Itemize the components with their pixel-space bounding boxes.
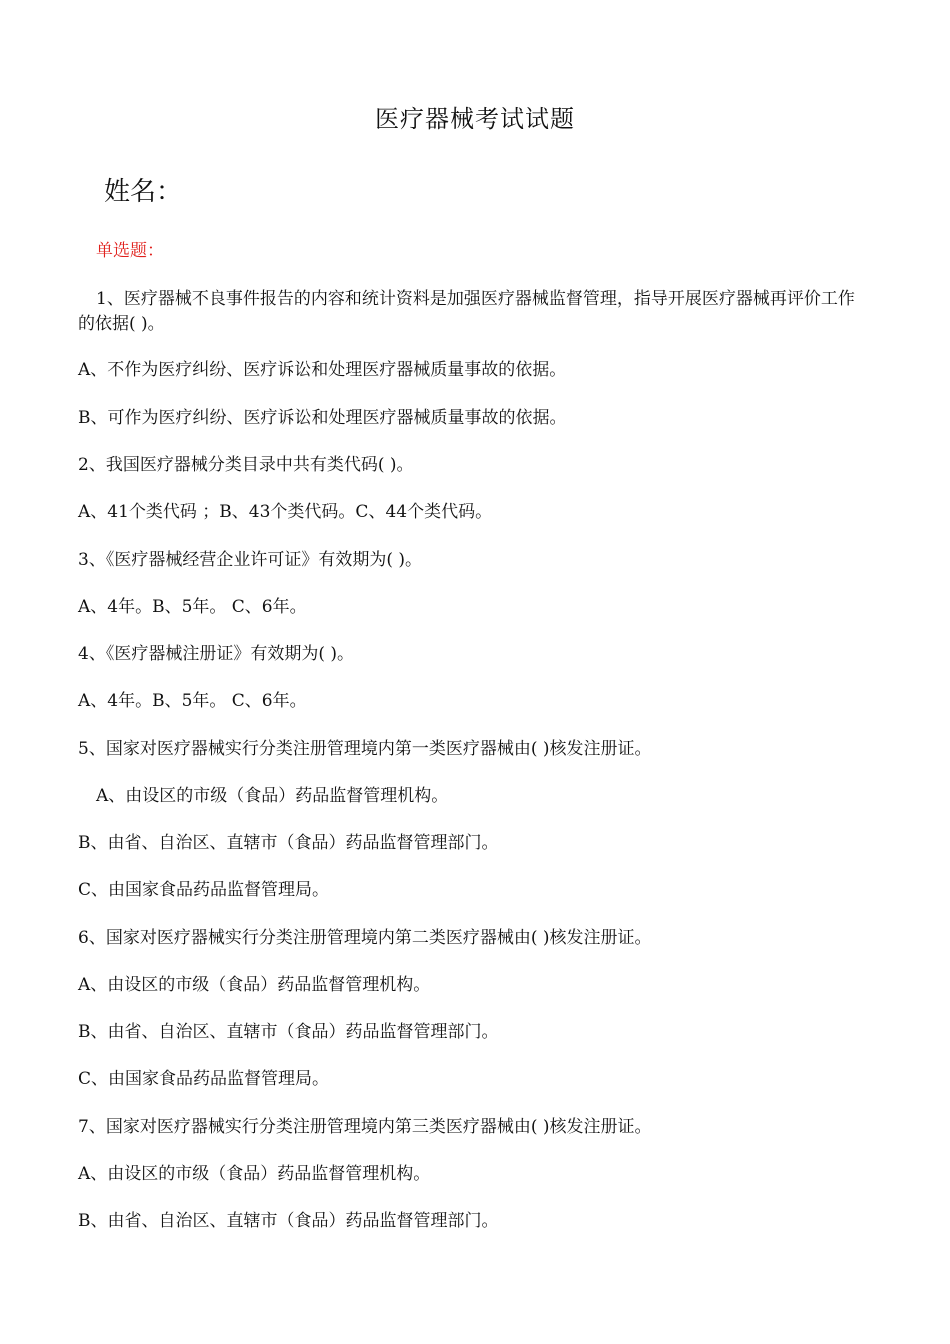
question-7-option-a: A、由设区的市级（食品）药品监督管理机构。 (78, 1164, 431, 1184)
question-2-options: A、41个类代码 ；B、43个类代码。C、44个类代码。 (78, 502, 493, 522)
page-title: 医疗器械考试试题 (375, 105, 575, 133)
question-5-option-b: B、由省、自治区、直辖市（食品）药品监督管理部门。 (78, 833, 499, 853)
question-3-options: A、4年。B、5年。 C、6年。 (78, 597, 307, 617)
question-5-text: 5、国家对医疗器械实行分类注册管理境内第一类医疗器械由( )核发注册证。 (78, 739, 652, 759)
question-1-text: 1、医疗器械不良事件报告的内容和统计资料是加强医疗器械监督管理，指导开展医疗器械再评价工作的依据( )。 (78, 289, 855, 334)
name-field-label: 姓名： (104, 177, 183, 207)
question-6-option-b: B、由省、自治区、直辖市（食品）药品监督管理部门。 (78, 1022, 499, 1042)
question-6-option-a: A、由设区的市级（食品）药品监督管理机构。 (78, 975, 431, 995)
question-7-text: 7、国家对医疗器械实行分类注册管理境内第三类医疗器械由( )核发注册证。 (78, 1117, 652, 1137)
question-1-option-b: B、可作为医疗纠纷、医疗诉讼和处理医疗器械质量事故的依据。 (78, 408, 567, 428)
question-5-option-c: C、由国家食品药品监督管理局。 (78, 880, 330, 900)
question-4-options: A、4年。B、5年。 C、6年。 (78, 691, 307, 711)
section-heading: 单选题： (96, 241, 164, 261)
question-3-text: 3、《医疗器械经营企业许可证》有效期为( )。 (78, 550, 422, 570)
question-4-text: 4、《医疗器械注册证》有效期为( )。 (78, 644, 354, 664)
question-7-option-b: B、由省、自治区、直辖市（食品）药品监督管理部门。 (78, 1211, 499, 1231)
question-2-text: 2、我国医疗器械分类目录中共有类代码( )。 (78, 455, 414, 475)
question-6-option-c: C、由国家食品药品监督管理局。 (78, 1069, 330, 1089)
question-6-text: 6、国家对医疗器械实行分类注册管理境内第二类医疗器械由( )核发注册证。 (78, 928, 652, 948)
question-5-option-a: A、由设区的市级（食品）药品监督管理机构。 (96, 786, 449, 806)
question-1-option-a: A、不作为医疗纠纷、医疗诉讼和处理医疗器械质量事故的依据。 (78, 360, 567, 380)
